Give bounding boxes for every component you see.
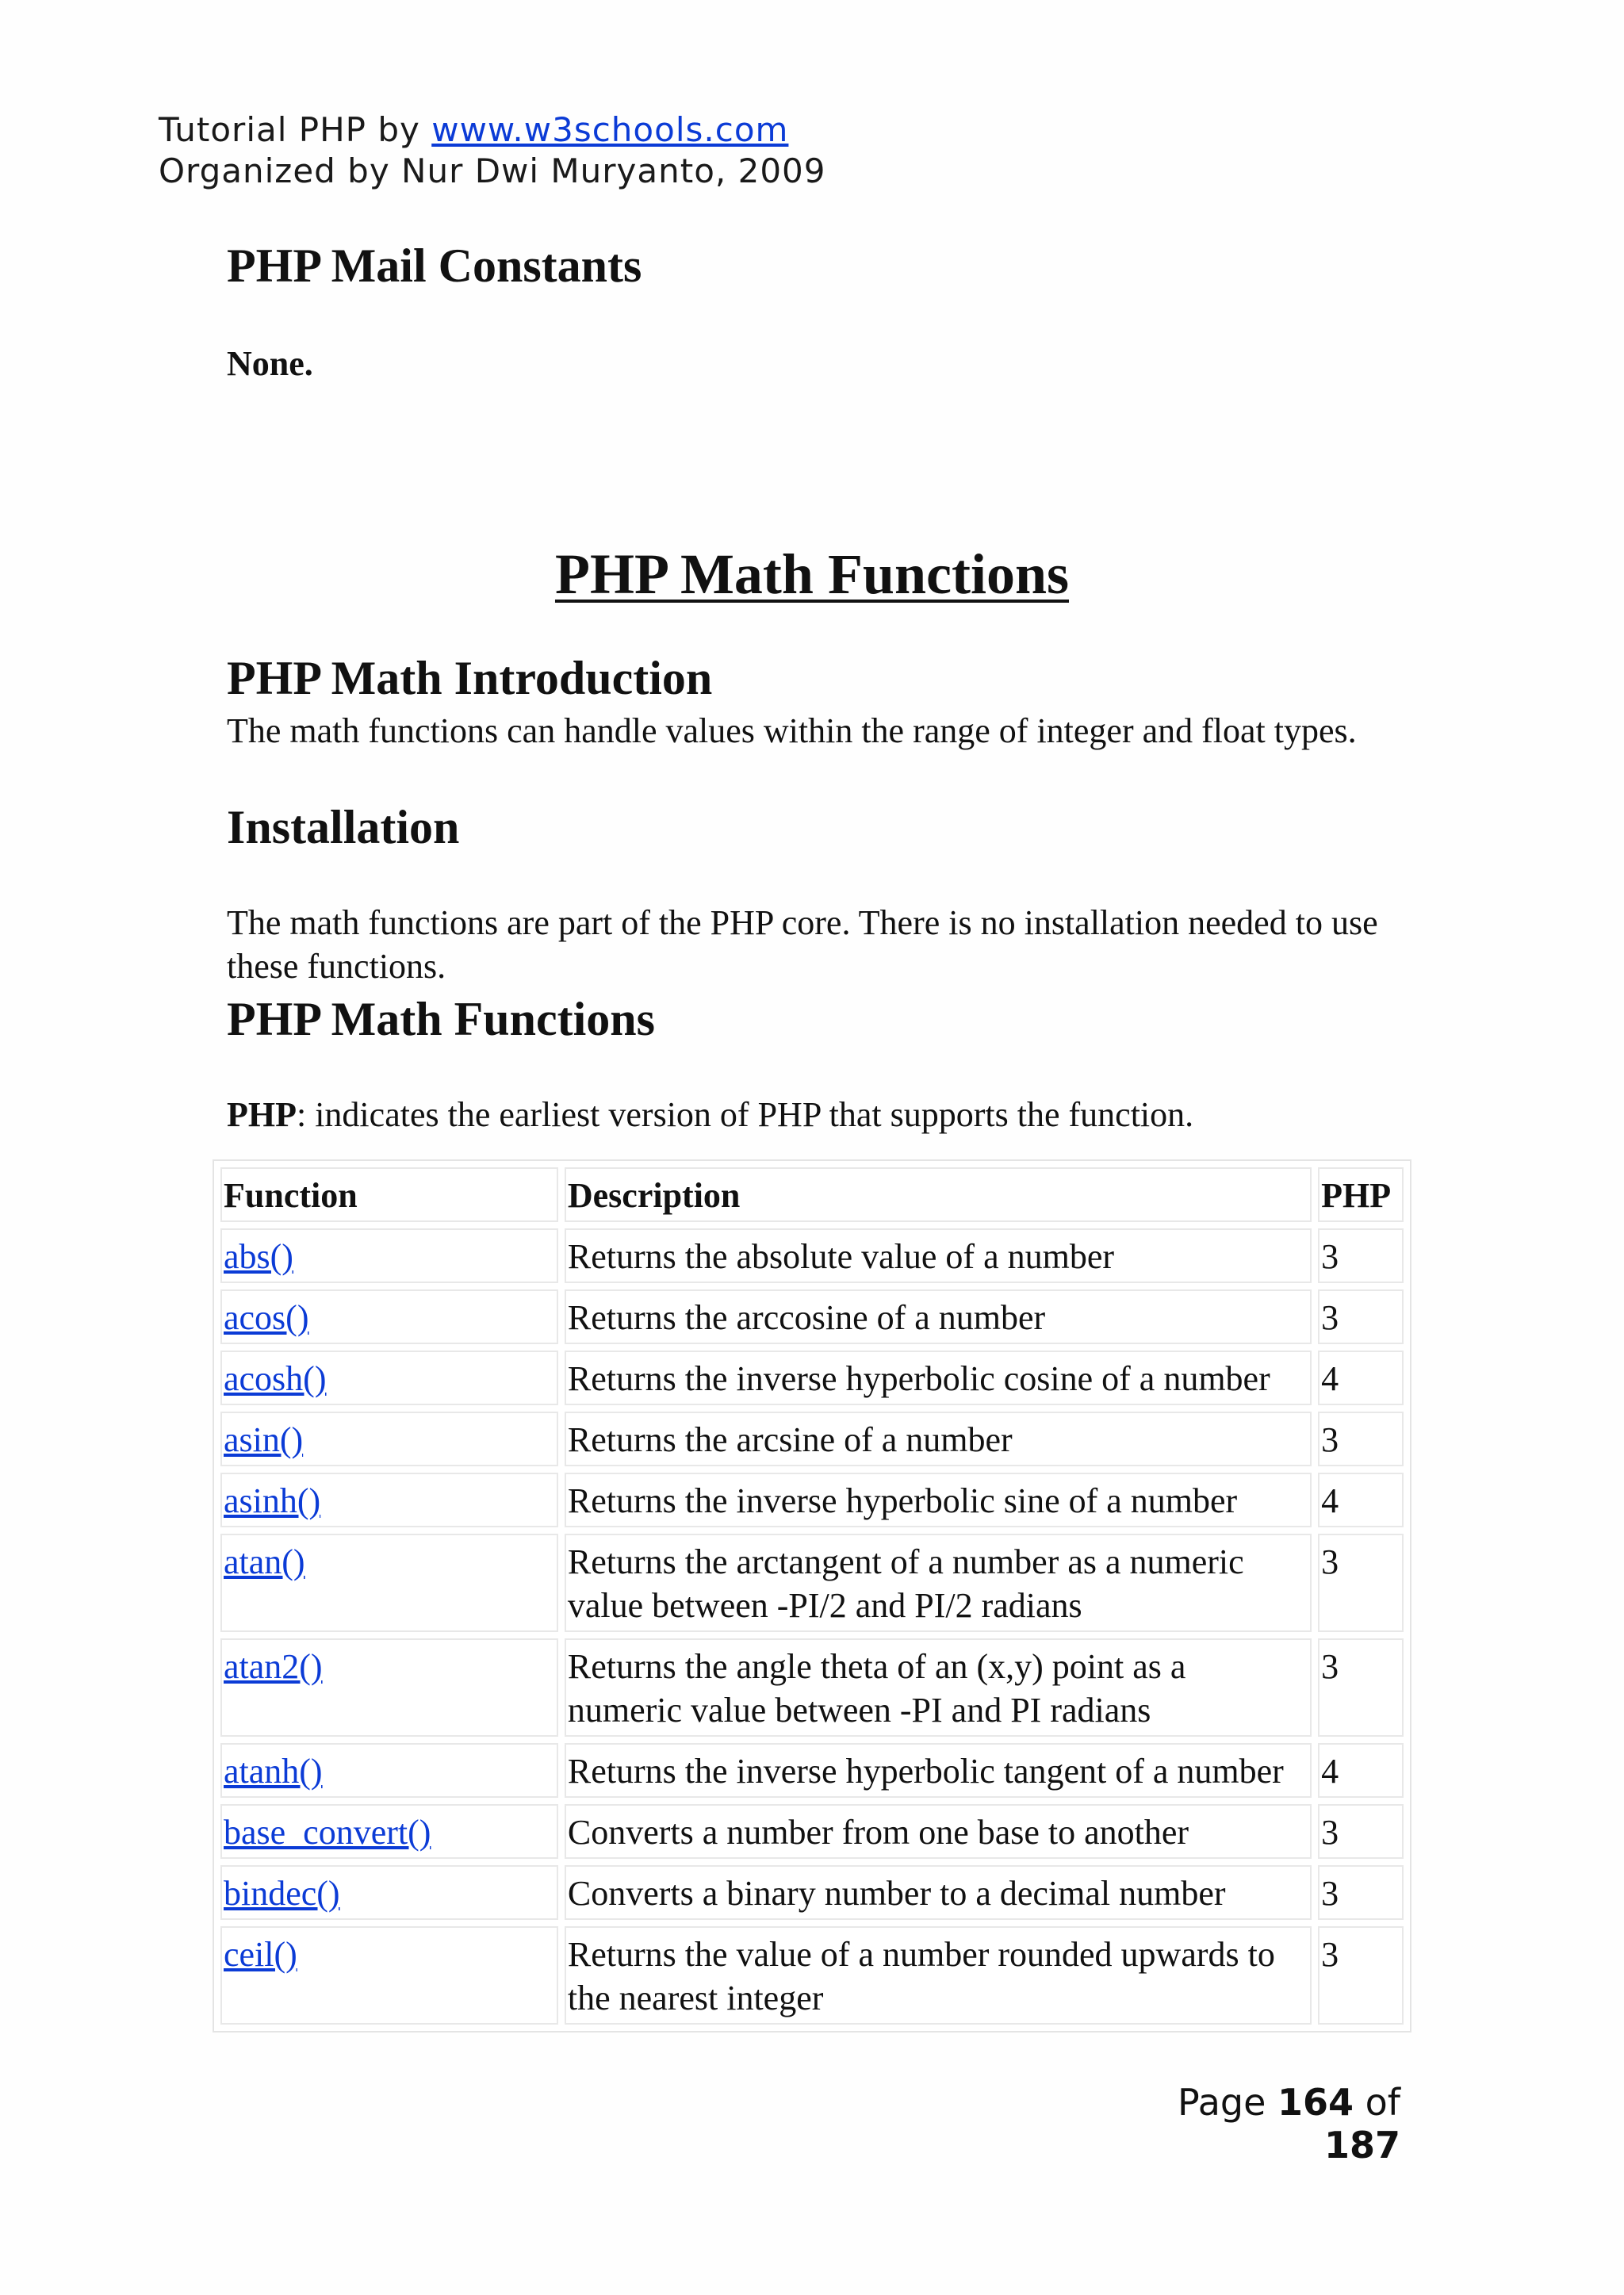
function-cell [220,1473,558,1527]
function-cell [220,1351,558,1405]
php-version-cell: 3 [1318,1228,1404,1283]
footer-total-pages: 187 [1323,2124,1400,2167]
php-version-cell: 4 [1318,1473,1404,1527]
header-prefix: Tutorial PHP by [159,110,432,149]
function-cell [220,1804,558,1859]
function-link[interactable]: acosh() [224,1359,327,1398]
footer-of-word: of [1354,2081,1400,2124]
table-row [220,1351,1404,1405]
php-version-cell: 3 [1318,1289,1404,1344]
description-cell: Converts a number from one base to another [565,1804,1312,1859]
description-cell: Returns the absolute value of a number [565,1228,1312,1283]
w3schools-link[interactable]: www.w3schools.com [431,110,789,149]
function-link[interactable]: atan() [224,1542,305,1581]
function-link[interactable]: base_convert() [224,1813,431,1852]
header-php: PHP [1318,1167,1404,1222]
description-cell: Returns the inverse hyperbolic cosine of a number [565,1351,1312,1405]
table-row [220,1638,1404,1737]
description-cell: Converts a binary number to a decimal number [565,1865,1312,1920]
intro-text: The math functions can handle values within the range of integer and float types. [227,711,1357,750]
table-row [220,1804,1404,1859]
function-link[interactable]: atan2() [224,1647,323,1686]
description-cell: Returns the arcsine of a number [565,1412,1312,1466]
description-cell: Returns the value of a number rounded upwards to the nearest integer [565,1926,1312,2025]
description-cell: Returns the inverse hyperbolic tangent of a number [565,1743,1312,1798]
function-link[interactable]: abs() [224,1237,293,1276]
php-version-cell: 3 [1318,1804,1404,1859]
table-row [220,1926,1404,2025]
function-cell [220,1412,558,1466]
description-cell: Returns the angle theta of an (x,y) point as a numeric value between -PI and PI radians [565,1638,1312,1737]
function-cell [220,1228,558,1283]
intro-heading: PHP Math Introduction [227,652,713,704]
installation-text: The math functions are part of the PHP core. There is no installation needed to use these functions. [227,903,1378,986]
table-row [220,1412,1404,1466]
description-cell: Returns the inverse hyperbolic sine of a number [565,1473,1312,1527]
functions-heading: PHP Math Functions [227,993,656,1045]
function-link[interactable]: asin() [224,1420,304,1459]
php-version-cell: 4 [1318,1351,1404,1405]
table-row [220,1865,1404,1920]
description-cell: Returns the arccosine of a number [565,1289,1312,1344]
php-version-cell: 3 [1318,1412,1404,1466]
math-functions-table [213,1159,1411,2033]
page-footer [1110,2081,1400,2167]
php-version-note [227,1093,1400,1136]
table-row [220,1743,1404,1798]
function-cell [220,1926,558,2025]
php-note-rest: : indicates the earliest version of PHP that supports the function. [296,1095,1194,1134]
mail-constants-text: None. [227,344,313,383]
function-cell [220,1865,558,1920]
table-row [220,1289,1404,1344]
function-cell [220,1289,558,1344]
function-link[interactable]: bindec() [224,1874,340,1913]
table-row [220,1228,1404,1283]
installation-heading: Installation [227,801,460,853]
function-link[interactable]: ceil() [224,1935,297,1974]
php-version-cell: 3 [1318,1926,1404,2025]
table-header-row [220,1167,1404,1222]
function-link[interactable]: acos() [224,1298,309,1337]
page-header [159,109,826,192]
php-version-cell: 3 [1318,1638,1404,1737]
php-version-cell: 3 [1318,1534,1404,1632]
header-line-2: Organized by Nur Dwi Muryanto, 2009 [159,151,826,190]
function-cell [220,1534,558,1632]
header-line-1 [159,109,826,151]
php-version-cell: 4 [1318,1743,1404,1798]
php-note-bold: PHP [227,1095,297,1134]
php-version-cell: 3 [1318,1865,1404,1920]
function-link[interactable]: atanh() [224,1752,323,1791]
function-link[interactable]: asinh() [224,1481,321,1520]
footer-page-word: Page [1178,2081,1277,2124]
mail-constants-heading: PHP Mail Constants [227,239,642,292]
header-description: Description [565,1167,1312,1222]
description-cell: Returns the arctangent of a number as a numeric value between -PI/2 and PI/2 radians [565,1534,1312,1632]
main-title [0,541,1624,607]
table-row [220,1473,1404,1527]
function-cell [220,1743,558,1798]
footer-page-number: 164 [1277,2081,1354,2124]
header-function: Function [220,1167,558,1222]
main-title-text: PHP Math Functions [554,542,1070,606]
function-cell [220,1638,558,1737]
table-row [220,1534,1404,1632]
